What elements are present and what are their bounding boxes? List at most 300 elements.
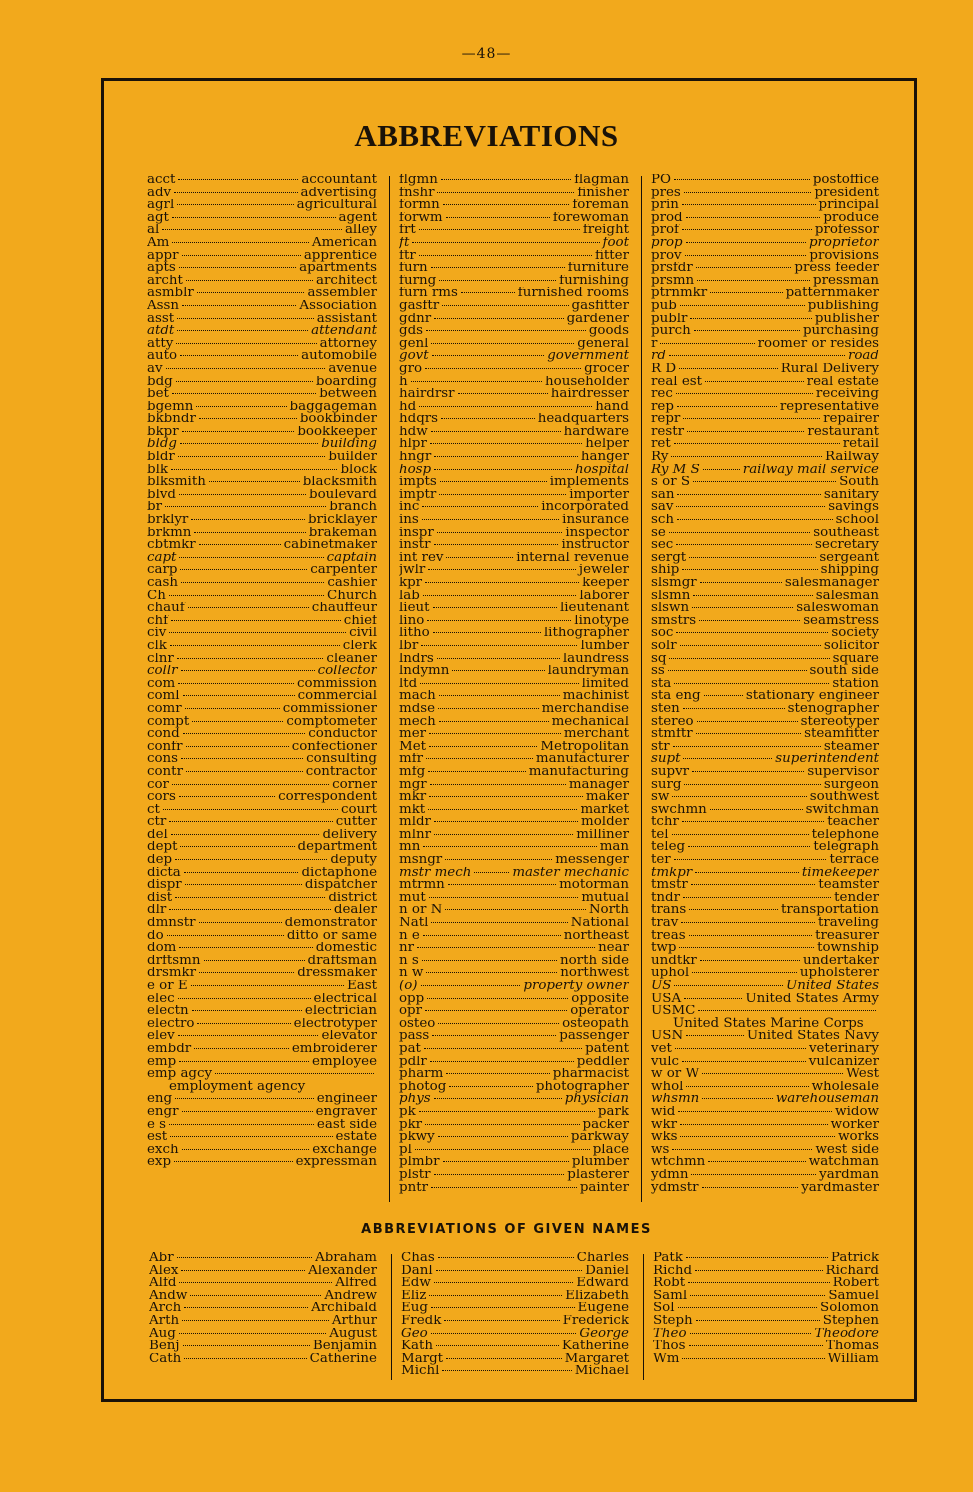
abbreviation: dom (147, 942, 177, 955)
dot-leader (436, 1345, 559, 1346)
dot-leader (180, 443, 318, 444)
abbreviation: opp (399, 992, 425, 1006)
abbreviation-entry (399, 627, 629, 640)
abbreviation-entry (651, 287, 879, 300)
dot-leader (415, 1149, 590, 1150)
abbreviation: av (147, 362, 163, 376)
full-word: yardman (819, 1168, 879, 1182)
abbreviation: ws (651, 1143, 670, 1157)
abbreviation-entry (399, 854, 629, 867)
abbreviation: agt (147, 211, 169, 225)
abbreviation: dist (147, 891, 173, 905)
dot-leader (184, 1307, 308, 1308)
abbreviation: ins (399, 514, 419, 527)
full-word: Edward (576, 1277, 629, 1290)
full-word: photographer (535, 1080, 629, 1094)
abbreviation-entry (399, 539, 629, 552)
full-word: baggageman (289, 400, 377, 414)
dot-leader (446, 557, 513, 558)
abbreviation-entry (651, 1081, 879, 1094)
abbreviation: tmkpr (651, 866, 693, 880)
abbreviation-entry (399, 451, 629, 464)
dot-leader (680, 645, 821, 646)
abbreviation: imptr (399, 488, 437, 502)
dot-leader (184, 872, 299, 873)
abbreviation: com (147, 677, 176, 691)
abbreviation-entry (147, 577, 377, 590)
abbreviation-entry (399, 363, 629, 376)
abbreviation-entry (399, 527, 629, 540)
full-word: assembler (307, 287, 377, 300)
full-word: forewoman (552, 211, 629, 225)
full-word: boulevard (309, 488, 377, 502)
abbreviation-entry (399, 728, 629, 741)
full-word: engraver (315, 1105, 377, 1119)
dot-leader (693, 595, 812, 596)
dot-leader (429, 897, 579, 898)
abbreviation-entry (147, 1005, 377, 1018)
abbreviation: Eug (401, 1302, 428, 1315)
full-word: opposite (571, 992, 629, 1006)
column-divider (389, 176, 390, 1202)
abbreviation-entry (401, 1353, 629, 1366)
abbreviation: osteo (399, 1017, 436, 1031)
abbreviation-entry (399, 262, 629, 275)
abbreviation-entry (651, 250, 879, 263)
dot-leader (179, 947, 312, 948)
abbreviation-entry (147, 791, 377, 804)
abbreviation: phys (399, 1093, 431, 1106)
abbreviation-entry (651, 564, 879, 577)
dot-leader (167, 935, 284, 936)
abbreviation-entry (147, 1131, 377, 1144)
abbreviation-entry (399, 942, 629, 955)
abbreviation: n or N (399, 904, 443, 918)
dot-leader (169, 632, 346, 633)
full-word: carpenter (310, 564, 377, 577)
full-word: yardmaster (801, 1181, 879, 1195)
abbreviation: blksmith (147, 476, 206, 489)
dot-leader (689, 909, 778, 910)
full-word: contractor (305, 765, 377, 779)
abbreviation: capt (147, 551, 177, 565)
dot-leader (163, 809, 338, 810)
full-word: lumber (580, 639, 629, 653)
dot-leader (684, 998, 742, 999)
abbreviation: br (147, 501, 162, 515)
full-word: general (577, 337, 629, 351)
full-word: Eugene (577, 1302, 629, 1315)
abbreviation: plstr (399, 1168, 431, 1182)
full-word: commercial (297, 690, 377, 703)
abbreviation-entry (401, 1328, 629, 1341)
dot-leader (419, 255, 592, 256)
abbreviation: mgr (399, 778, 427, 792)
dot-leader (693, 481, 836, 482)
abbreviation-entry (399, 716, 629, 729)
dot-leader (429, 733, 561, 734)
full-word: station (832, 677, 879, 691)
abbreviation: san (651, 488, 675, 502)
full-word: laborer (579, 589, 629, 603)
dot-leader (679, 947, 814, 948)
dot-leader (432, 1035, 556, 1036)
abbreviation-entry (399, 753, 629, 766)
full-word: passenger (559, 1030, 629, 1043)
abbreviation: dicta (147, 866, 181, 880)
abbreviation: auto (147, 350, 178, 363)
full-word: Rural Delivery (780, 362, 879, 376)
abbreviation-entry (651, 275, 879, 288)
full-word: messenger (555, 854, 629, 867)
dot-leader (423, 595, 577, 596)
full-word: Railway (825, 451, 879, 464)
dot-leader (684, 784, 820, 785)
abbreviation-entry (147, 376, 377, 389)
dot-leader (682, 229, 812, 230)
abbreviation: mkr (399, 791, 427, 804)
abbreviation-entry (651, 791, 879, 804)
full-word: cutter (335, 816, 377, 829)
abbreviation: n s (399, 954, 419, 968)
full-word: confectioner (291, 740, 377, 754)
abbreviation-entry (653, 1277, 879, 1290)
dot-leader (671, 456, 822, 457)
dot-leader (692, 607, 793, 608)
dot-leader (672, 1149, 812, 1150)
abbreviation: hdw (399, 425, 428, 439)
abbreviation-entry (147, 615, 377, 628)
dot-leader (179, 557, 323, 558)
abbreviation: sav (651, 501, 674, 515)
abbreviation: sta (651, 677, 672, 691)
abbreviation: vulc (651, 1055, 679, 1069)
full-word: supervisor (807, 765, 879, 779)
full-word: Stephen (822, 1314, 879, 1328)
abbreviation-entry (651, 401, 879, 414)
abbreviation: ltd (399, 677, 418, 691)
dot-leader (183, 1345, 310, 1346)
abbreviation: prin (651, 199, 679, 212)
abbreviation-entry (399, 1182, 629, 1195)
dot-leader (182, 1320, 329, 1321)
full-word: shipping (820, 564, 879, 577)
full-word: South (839, 476, 879, 489)
abbreviation: Fredk (401, 1314, 442, 1328)
abbreviation-entry (651, 501, 879, 514)
dot-leader (184, 1358, 306, 1359)
dot-leader (439, 494, 566, 495)
abbreviation-entry (651, 829, 879, 842)
abbreviation: Assn (147, 299, 180, 313)
dot-leader (427, 620, 571, 621)
abbreviation: ter (651, 854, 671, 867)
abbreviation: slswn (651, 602, 690, 615)
full-word: Association (299, 299, 377, 313)
abbreviation-entry (147, 690, 377, 703)
abbreviation: furn (399, 262, 428, 275)
abbreviation-entry (651, 426, 879, 439)
abbreviation-entry (399, 464, 629, 477)
abbreviation-entry (147, 527, 377, 540)
full-word: man (599, 841, 629, 855)
abbreviation-entry (147, 501, 377, 514)
dot-leader (702, 1073, 843, 1074)
full-word: park (597, 1105, 629, 1119)
abbreviation-entry (147, 1144, 377, 1157)
abbreviation-entry (399, 1081, 629, 1094)
abbreviation-entry (653, 1290, 879, 1303)
abbreviation-entry (147, 640, 377, 653)
abbreviation-entry (147, 917, 377, 930)
abbreviation-entry (399, 640, 629, 653)
abbreviation-entry (651, 728, 879, 741)
full-word: apartments (299, 262, 377, 275)
abbreviation-entry (399, 904, 629, 917)
full-word: United States Navy (746, 1030, 879, 1043)
abbreviation: genl (399, 337, 429, 351)
full-word: headquarters (537, 413, 629, 426)
abbreviation: slsmgr (651, 577, 697, 590)
abbreviation-entry (399, 1119, 629, 1132)
full-word: corner (332, 778, 377, 792)
full-word: furnished rooms (517, 287, 629, 300)
dot-leader (702, 1098, 773, 1099)
dot-leader (443, 1161, 569, 1162)
abbreviation: chauf (147, 602, 185, 615)
abbreviation: surg (651, 778, 682, 792)
dot-leader (423, 846, 596, 847)
abbreviation: Abr (149, 1252, 174, 1265)
abbreviation: w or W (651, 1068, 700, 1081)
abbreviation: n w (399, 967, 424, 980)
abbreviation-entry (399, 980, 629, 993)
abbreviation: impts (399, 476, 437, 489)
abbreviation-entry (651, 350, 879, 363)
abbreviation-entry (651, 1030, 879, 1043)
dot-leader (692, 771, 804, 772)
abbreviation: exch (147, 1143, 179, 1157)
abbreviation: Danl (401, 1264, 433, 1278)
dot-leader (444, 1320, 559, 1321)
full-word: blacksmith (302, 476, 377, 489)
abbreviation: hdqrs (399, 413, 439, 426)
full-word: alley (344, 224, 377, 237)
full-word: civil (349, 627, 377, 640)
full-word: block (340, 463, 377, 477)
abbreviation-entry (399, 804, 629, 817)
full-word: court (341, 803, 377, 817)
abbreviation-entry (147, 363, 377, 376)
full-word: Alexander (308, 1264, 377, 1278)
abbreviation-entry (147, 590, 377, 603)
dot-leader (679, 368, 778, 369)
abbreviation-entry (399, 892, 629, 905)
abbreviation: bgemn (147, 400, 194, 414)
full-word: mutual (581, 891, 629, 905)
abbreviation: pl (399, 1143, 412, 1157)
dot-leader (694, 330, 800, 331)
abbreviation-entry (399, 741, 629, 754)
abbreviation: gdnr (399, 312, 432, 326)
abbreviation: pkr (399, 1118, 423, 1132)
abbreviation-entry (399, 224, 629, 237)
full-word: northeast (563, 929, 629, 943)
full-word: steamfitter (804, 728, 879, 741)
dot-leader (434, 456, 578, 457)
abbreviation: sw (651, 791, 670, 804)
abbreviation: USN (651, 1030, 684, 1043)
dot-leader (199, 418, 297, 419)
abbreviation-entry (653, 1353, 879, 1366)
abbreviation-entry (147, 716, 377, 729)
full-word: hardware (563, 425, 629, 439)
abbreviation-entry (651, 1144, 879, 1157)
abbreviation: real est (651, 375, 703, 389)
dot-leader (431, 1187, 577, 1188)
abbreviation-entry (651, 980, 879, 993)
full-word: secretary (815, 539, 879, 552)
abbreviation: e or E (147, 980, 188, 993)
full-word: near (598, 942, 629, 955)
abbreviation-entry (651, 1119, 879, 1132)
full-word: west side (815, 1143, 879, 1157)
full-word: expressman (295, 1156, 377, 1169)
abbreviation-entry (399, 1030, 629, 1043)
dot-leader (688, 846, 810, 847)
abbreviation: adv (147, 186, 172, 200)
abbreviation-entry (149, 1265, 377, 1278)
dot-leader (660, 343, 754, 344)
abbreviation: mdse (399, 702, 436, 716)
full-word: conductor (308, 728, 377, 741)
abbreviation: bldr (147, 451, 175, 464)
full-word: lieutenant (559, 602, 629, 615)
dot-leader (175, 859, 327, 860)
abbreviation: ct (147, 803, 160, 817)
full-word: between (319, 388, 377, 401)
dot-leader (169, 595, 324, 596)
full-word: Theodore (814, 1327, 879, 1341)
dot-leader (699, 620, 800, 621)
abbreviation: tel (651, 828, 669, 842)
abbreviation-entry (653, 1340, 879, 1353)
full-word: stationary engineer (745, 690, 879, 703)
abbreviation: atdt (147, 325, 175, 338)
abbreviation: USA (651, 992, 682, 1006)
abbreviation-entry (147, 338, 377, 351)
dot-leader (442, 305, 568, 306)
dot-leader (180, 846, 294, 847)
full-word: West (846, 1068, 879, 1081)
full-word: electrician (304, 1005, 377, 1018)
abbreviation-entry (399, 917, 629, 930)
abbreviation: ship (651, 564, 680, 577)
abbreviation: stmftr (651, 728, 693, 741)
dot-leader (419, 406, 592, 407)
full-word: Andrew (324, 1289, 377, 1303)
abbreviation: del (147, 828, 168, 842)
abbreviation: blk (147, 463, 168, 477)
full-word: proprietor (808, 236, 879, 250)
full-word: purchasing (802, 325, 879, 338)
abbreviation: mldr (399, 816, 431, 829)
full-word: Michael (574, 1365, 629, 1378)
full-word: department (297, 841, 377, 855)
dot-leader (429, 1295, 562, 1296)
dot-leader (185, 708, 280, 709)
abbreviation: sten (651, 702, 680, 716)
dot-leader (431, 922, 567, 923)
abbreviation: Steph (653, 1314, 693, 1328)
abbreviation: r (651, 337, 658, 351)
abbreviation-entry (651, 665, 879, 678)
full-word: importer (569, 488, 629, 502)
abbreviation: cors (147, 791, 176, 804)
abbreviation: undtkr (651, 954, 697, 968)
abbreviation: sta eng (651, 690, 701, 703)
dot-leader (436, 1270, 583, 1271)
dot-leader (684, 192, 812, 193)
dot-leader (417, 947, 595, 948)
abbreviation-entry (401, 1340, 629, 1353)
full-word: implements (549, 476, 629, 489)
abbreviation-entry (399, 993, 629, 1006)
full-word: publisher (814, 312, 879, 326)
abbreviation-entry (147, 451, 377, 464)
abbreviation-entry (147, 967, 377, 980)
abbreviation-entry (651, 199, 879, 212)
dot-leader (448, 884, 556, 885)
full-word: south side (809, 665, 879, 678)
abbreviation: furng (399, 274, 437, 288)
dot-leader (169, 909, 331, 910)
full-word: flagman (574, 174, 629, 187)
dot-leader (192, 721, 283, 722)
abbreviation-entry (401, 1365, 629, 1378)
dot-leader (680, 1124, 828, 1125)
dot-leader (427, 998, 568, 999)
abbreviation: msngr (399, 854, 443, 867)
abbreviation: lino (399, 614, 425, 628)
abbreviation: wks (651, 1131, 678, 1144)
abbreviation-entry (399, 1068, 629, 1081)
abbreviation-entry (401, 1277, 629, 1290)
dot-leader (180, 569, 307, 570)
abbreviation: civ (147, 627, 167, 640)
full-word: veterinary (808, 1042, 879, 1056)
abbreviation: sergt (651, 551, 687, 565)
full-word: Solomon (820, 1302, 879, 1315)
abbreviation-entry (147, 174, 377, 187)
abbreviation: rd (651, 350, 666, 363)
dot-leader (683, 897, 831, 898)
dot-leader (425, 368, 581, 369)
abbreviation: ss (651, 665, 665, 678)
full-word: sanitary (823, 488, 879, 502)
abbreviation: ft (399, 236, 410, 250)
dot-leader (680, 305, 805, 306)
dot-leader (185, 884, 302, 885)
dot-leader (669, 532, 810, 533)
full-word: teacher (827, 816, 879, 829)
abbreviation-entry (147, 1106, 377, 1119)
dot-leader (422, 519, 559, 520)
abbreviation: litho (399, 627, 430, 640)
abbreviation: pk (399, 1105, 416, 1119)
abbreviation: smstrs (651, 614, 697, 628)
full-word: hanger (580, 451, 629, 464)
